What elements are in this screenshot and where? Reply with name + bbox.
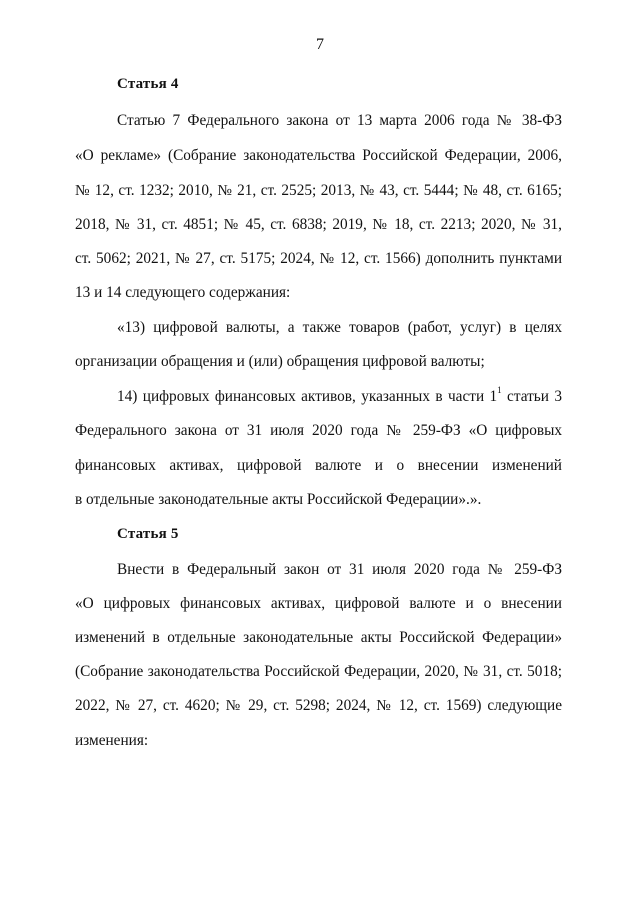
article-4-text-line: в отдельные законодательные акты Российской Федерации».». (75, 491, 482, 508)
article-4-text-line: организации обращения и (или) обращения цифровой валюты; (75, 353, 485, 370)
article-4-text-line: № 12, ст. 1232; 2010, № 21, ст. 2525; 2013, № 43, ст. 5444; № 48, ст. 6165; (75, 182, 562, 199)
article-4-text-line: финансовых активах, цифровой валюте и о внесении изменений (75, 457, 562, 474)
article-4-text-line: Федерального закона от 31 июля 2020 года № 259-ФЗ «О цифровых (75, 422, 562, 439)
article-4-text-line: 2018, № 31, ст. 4851; № 45, ст. 6838; 2019, № 18, ст. 2213; 2020, № 31, (75, 216, 562, 233)
article-5-text-line: изменения: (75, 732, 149, 749)
article-4-text-line: ст. 5062; 2021, № 27, ст. 5175; 2024, № 12, ст. 1566) дополнить пунктами (75, 250, 562, 267)
text-fragment: 14) цифровых финансовых активов, указанных в части 1 (117, 388, 498, 405)
text-fragment: статьи 3 (501, 388, 562, 405)
article-5-text-line: изменений в отдельные законодательные акты Российской Федерации» (75, 629, 562, 646)
article-4-text-line: «13) цифровой валюты, а также товаров (работ, услуг) в целях (117, 319, 562, 336)
page-number: 7 (316, 36, 324, 53)
article-5-text-line: (Собрание законодательства Российской Федерации, 2020, № 31, ст. 5018; (75, 663, 562, 680)
article-5-text-line: «О цифровых финансовых активах, цифровой валюте и о внесении (75, 595, 562, 612)
article-4-heading: Статья 4 (117, 76, 179, 92)
article-4-text-line: «О рекламе» (Собрание законодательства Российской Федерации, 2006, (75, 147, 562, 164)
article-4-text-line (117, 384, 562, 406)
article-4-text-line: Статью 7 Федерального закона от 13 марта 2006 года № 38-ФЗ (117, 112, 562, 129)
article-5-text-line: 2022, № 27, ст. 4620; № 29, ст. 5298; 2024, № 12, ст. 1569) следующие (75, 697, 562, 714)
superscript: 1 (497, 384, 502, 395)
article-5-text-line: Внести в Федеральный закон от 31 июля 2020 года № 259-ФЗ (117, 561, 562, 578)
article-5-heading: Статья 5 (117, 526, 179, 542)
article-4-text-line: 13 и 14 следующего содержания: (75, 284, 291, 301)
